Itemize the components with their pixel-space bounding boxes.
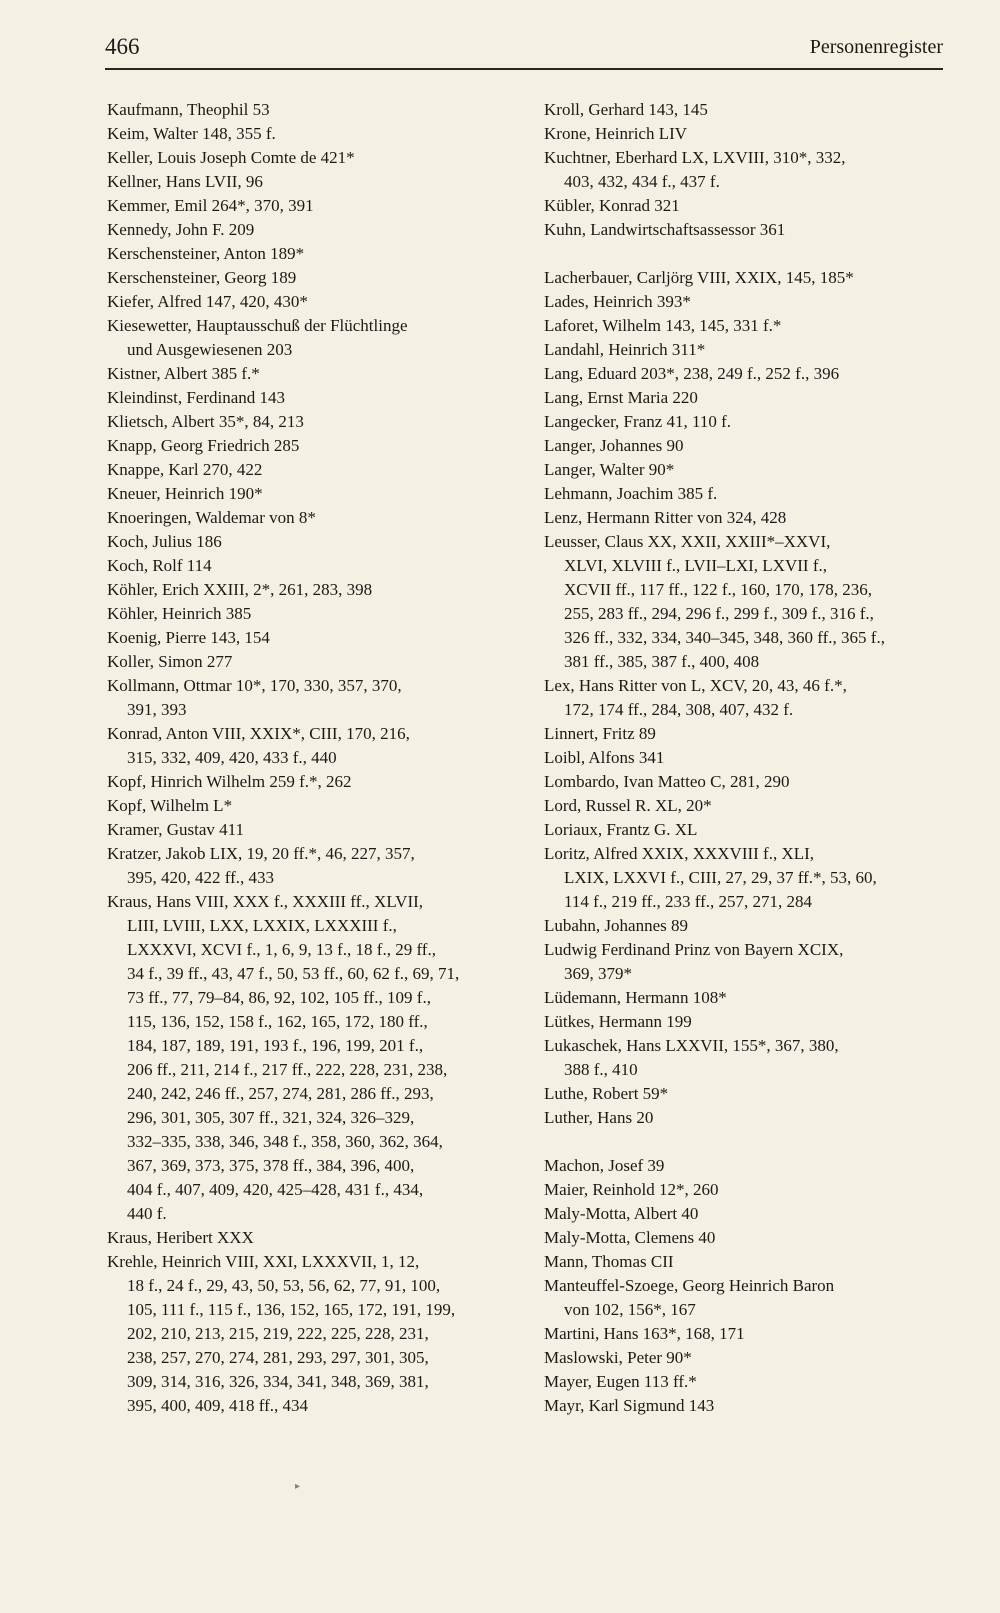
- index-entry: [544, 1154, 949, 1178]
- index-entry-continuation: 315, 332, 409, 420, 433 f., 440: [127, 748, 337, 767]
- index-entry: [107, 650, 507, 674]
- index-entry-line: Klietsch, Albert 35*, 84, 213: [107, 412, 304, 431]
- index-entry: [544, 410, 949, 434]
- index-entry-line: Kuchtner, Eberhard LX, LXVIII, 310*, 332,: [544, 148, 846, 167]
- index-entry-line: Laforet, Wilhelm 143, 145, 331 f.*: [544, 316, 782, 335]
- index-entry-line: Keller, Louis Joseph Comte de 421*: [107, 148, 355, 167]
- index-entry: [107, 122, 507, 146]
- index-entry-continuation: 440 f.: [127, 1204, 167, 1223]
- index-entry: [107, 434, 507, 458]
- index-entry: [544, 1082, 949, 1106]
- index-entry-continuation: 296, 301, 305, 307 ff., 321, 324, 326–329,: [127, 1108, 415, 1127]
- index-entry-line: Lang, Eduard 203*, 238, 249 f., 252 f., 396: [544, 364, 840, 383]
- index-entry-line: Lacherbauer, Carljörg VIII, XXIX, 145, 185*: [544, 268, 854, 287]
- index-entry-line: Luther, Hans 20: [544, 1108, 654, 1127]
- index-entry-continuation: 395, 400, 409, 418 ff., 434: [127, 1396, 309, 1415]
- index-entry: [544, 722, 949, 746]
- index-entry: [107, 818, 507, 842]
- index-entry: [544, 386, 949, 410]
- index-entry: [544, 1034, 949, 1082]
- index-entry-continuation: XCVII ff., 117 ff., 122 f., 160, 170, 178, 236,: [564, 580, 873, 599]
- index-entry-line: Langer, Johannes 90: [544, 436, 684, 455]
- index-entry-line: Luthe, Robert 59*: [544, 1084, 669, 1103]
- index-entry: [544, 458, 949, 482]
- index-entry-continuation: 105, 111 f., 115 f., 136, 152, 165, 172, 191, 199,: [127, 1300, 456, 1319]
- index-entry-line: Koenig, Pierre 143, 154: [107, 628, 270, 647]
- index-entry-continuation: 326 ff., 332, 334, 340–345, 348, 360 ff., 365 f.,: [564, 628, 885, 647]
- index-entry-line: Landahl, Heinrich 311*: [544, 340, 706, 359]
- index-entry-line: Kramer, Gustav 411: [107, 820, 245, 839]
- index-column-left: [107, 98, 507, 1418]
- index-entry: [544, 770, 949, 794]
- index-entry-line: Maly-Motta, Albert 40: [544, 1204, 699, 1223]
- index-entry-continuation: LXIX, LXXVI f., CIII, 27, 29, 37 ff.*, 53, 60,: [564, 868, 877, 887]
- index-entry-line: Loriaux, Frantz G. XL: [544, 820, 698, 839]
- index-entry-line: Machon, Josef 39: [544, 1156, 665, 1175]
- index-entry-line: Langer, Walter 90*: [544, 460, 675, 479]
- index-entry-line: Kleindinst, Ferdinand 143: [107, 388, 286, 407]
- running-title: Personenregister: [809, 36, 943, 58]
- print-mark: ▸: [295, 1481, 301, 1492]
- index-entry-line: Loibl, Alfons 341: [544, 748, 665, 767]
- index-entry-line: Kneuer, Heinrich 190*: [107, 484, 263, 503]
- index-entry-continuation: 184, 187, 189, 191, 193 f., 196, 199, 201 f.,: [127, 1036, 424, 1055]
- index-entry-line: Kopf, Hinrich Wilhelm 259 f.*, 262: [107, 772, 352, 791]
- index-entry-line: Maslowski, Peter 90*: [544, 1348, 692, 1367]
- letter-section-gap: [544, 1130, 949, 1154]
- index-entry: [544, 794, 949, 818]
- index-entry: [107, 890, 507, 1226]
- index-entry-line: Kaufmann, Theophil 53: [107, 100, 270, 119]
- index-entry-line: Kopf, Wilhelm L*: [107, 796, 233, 815]
- index-entry-line: Kraus, Heribert XXX: [107, 1228, 254, 1247]
- index-entry-continuation: LXXXVI, XCVI f., 1, 6, 9, 13 f., 18 f., 29 ff.,: [127, 940, 436, 959]
- index-entry: [544, 122, 949, 146]
- index-entry-continuation: 381 ff., 385, 387 f., 400, 408: [564, 652, 760, 671]
- index-entry: [544, 1226, 949, 1250]
- index-entry-continuation: 255, 283 ff., 294, 296 f., 299 f., 309 f., 316 f.,: [564, 604, 874, 623]
- index-entry: [107, 458, 507, 482]
- index-entry: [107, 1250, 507, 1418]
- index-entry-line: Knappe, Karl 270, 422: [107, 460, 263, 479]
- index-entry: [544, 314, 949, 338]
- index-entry-line: Koller, Simon 277: [107, 652, 233, 671]
- index-entry: [544, 218, 949, 242]
- index-entry: [107, 578, 507, 602]
- index-entry: [544, 1250, 949, 1274]
- index-entry-continuation: 369, 379*: [564, 964, 632, 983]
- index-entry-line: Mayer, Eugen 113 ff.*: [544, 1372, 697, 1391]
- index-entry: [544, 194, 949, 218]
- index-entry-line: Kerschensteiner, Anton 189*: [107, 244, 305, 263]
- index-entry: [544, 362, 949, 386]
- index-entry-continuation: 332–335, 338, 346, 348 f., 358, 360, 362, 364,: [127, 1132, 443, 1151]
- index-entry: [544, 338, 949, 362]
- index-entry-line: Knoeringen, Waldemar von 8*: [107, 508, 316, 527]
- index-entry: [544, 482, 949, 506]
- index-entry-line: Kuhn, Landwirtschaftsassessor 361: [544, 220, 786, 239]
- index-entry-line: Kiefer, Alfred 147, 420, 430*: [107, 292, 308, 311]
- index-entry: [107, 194, 507, 218]
- index-entry: [544, 266, 949, 290]
- index-entry-continuation: 395, 420, 422 ff., 433: [127, 868, 275, 887]
- index-entry: [107, 506, 507, 530]
- index-entry: [107, 314, 507, 362]
- index-entry-continuation: und Ausgewiesenen 203: [127, 340, 293, 359]
- index-entry-continuation: 367, 369, 373, 375, 378 ff., 384, 396, 400,: [127, 1156, 415, 1175]
- index-entry-line: Konrad, Anton VIII, XXIX*, CIII, 170, 216,: [107, 724, 410, 743]
- index-entry-continuation: 202, 210, 213, 215, 219, 222, 225, 228, 231,: [127, 1324, 429, 1343]
- index-entry-line: Lukaschek, Hans LXXVII, 155*, 367, 380,: [544, 1036, 839, 1055]
- index-entry-line: Maly-Motta, Clemens 40: [544, 1228, 716, 1247]
- index-entry-line: Lang, Ernst Maria 220: [544, 388, 698, 407]
- index-entry-line: Mayr, Karl Sigmund 143: [544, 1396, 715, 1415]
- index-entry: [107, 554, 507, 578]
- index-entry: [544, 1322, 949, 1346]
- index-entry-continuation: von 102, 156*, 167: [564, 1300, 696, 1319]
- index-entry: [544, 434, 949, 458]
- index-entry: [107, 218, 507, 242]
- index-entry-line: Kellner, Hans LVII, 96: [107, 172, 263, 191]
- index-entry-line: Loritz, Alfred XXIX, XXXVIII f., XLI,: [544, 844, 815, 863]
- index-entry: [544, 1346, 949, 1370]
- index-entry: [544, 98, 949, 122]
- index-entry: [107, 146, 507, 170]
- index-entry-line: Kroll, Gerhard 143, 145: [544, 100, 708, 119]
- index-entry-continuation: 404 f., 407, 409, 420, 425–428, 431 f., 434,: [127, 1180, 424, 1199]
- index-entry-continuation: XLVI, XLVIII f., LVII–LXI, LXVII f.,: [564, 556, 827, 575]
- index-entry-line: Kraus, Hans VIII, XXX f., XXXIII ff., XLVII,: [107, 892, 424, 911]
- index-entry-line: Knapp, Georg Friedrich 285: [107, 436, 300, 455]
- index-entry: [544, 290, 949, 314]
- index-entry: [107, 626, 507, 650]
- index-entry-line: Kistner, Albert 385 f.*: [107, 364, 260, 383]
- index-entry: [544, 914, 949, 938]
- index-entry-line: Koch, Rolf 114: [107, 556, 212, 575]
- index-entry-line: Kratzer, Jakob LIX, 19, 20 ff.*, 46, 227, 357,: [107, 844, 415, 863]
- index-entry: [107, 170, 507, 194]
- index-entry-line: Kemmer, Emil 264*, 370, 391: [107, 196, 314, 215]
- page-number: 466: [105, 34, 140, 59]
- index-entry: [107, 266, 507, 290]
- index-entry-line: Lord, Russel R. XL, 20*: [544, 796, 712, 815]
- index-entry: [107, 242, 507, 266]
- index-entry: [107, 1226, 507, 1250]
- index-entry: [107, 602, 507, 626]
- index-entry-continuation: 238, 257, 270, 274, 281, 293, 297, 301, 305,: [127, 1348, 429, 1367]
- index-entry-continuation: 172, 174 ff., 284, 308, 407, 432 f.: [564, 700, 794, 719]
- index-entry: [107, 386, 507, 410]
- index-entry: [107, 674, 507, 722]
- index-column-right: [544, 98, 949, 1418]
- index-entry-line: Köhler, Heinrich 385: [107, 604, 252, 623]
- index-entry-continuation: 206 ff., 211, 214 f., 217 ff., 222, 228, 231, 238,: [127, 1060, 448, 1079]
- index-entry: [544, 1202, 949, 1226]
- index-entry-line: Lades, Heinrich 393*: [544, 292, 691, 311]
- index-entry: [107, 794, 507, 818]
- index-entry: [544, 1394, 949, 1418]
- index-entry-continuation: 34 f., 39 ff., 43, 47 f., 50, 53 ff., 60, 62 f., 69, 71,: [127, 964, 460, 983]
- index-entry: [544, 842, 949, 914]
- index-entry-line: Köhler, Erich XXIII, 2*, 261, 283, 398: [107, 580, 373, 599]
- index-entry-line: Lex, Hans Ritter von L, XCV, 20, 43, 46 f.*,: [544, 676, 847, 695]
- index-entry-line: Maier, Reinhold 12*, 260: [544, 1180, 719, 1199]
- index-entry: [107, 530, 507, 554]
- index-entry-line: Krone, Heinrich LIV: [544, 124, 688, 143]
- index-entry-continuation: 115, 136, 152, 158 f., 162, 165, 172, 180 ff.,: [127, 1012, 428, 1031]
- index-entry-line: Kübler, Konrad 321: [544, 196, 680, 215]
- index-entry: [107, 482, 507, 506]
- index-entry-line: Krehle, Heinrich VIII, XXI, LXXXVII, 1, 12,: [107, 1252, 420, 1271]
- index-entry-continuation: 388 f., 410: [564, 1060, 638, 1079]
- index-entry-line: Koch, Julius 186: [107, 532, 222, 551]
- index-entry: [544, 986, 949, 1010]
- index-entry-line: Kennedy, John F. 209: [107, 220, 255, 239]
- index-entry-line: Leusser, Claus XX, XXII, XXIII*–XXVI,: [544, 532, 831, 551]
- index-entry: [544, 746, 949, 770]
- index-entry-line: Langecker, Franz 41, 110 f.: [544, 412, 732, 431]
- index-entry-line: Lombardo, Ivan Matteo C, 281, 290: [544, 772, 790, 791]
- index-entry: [544, 1274, 949, 1322]
- index-entry-line: Linnert, Fritz 89: [544, 724, 656, 743]
- index-entry: [107, 770, 507, 794]
- index-entry: [544, 1370, 949, 1394]
- index-entry: [544, 146, 949, 194]
- index-entry-line: Keim, Walter 148, 355 f.: [107, 124, 276, 143]
- index-entry: [544, 674, 949, 722]
- index-entry: [544, 1106, 949, 1130]
- index-entry-continuation: 18 f., 24 f., 29, 43, 50, 53, 56, 62, 77, 91, 100,: [127, 1276, 441, 1295]
- index-entry: [107, 362, 507, 386]
- index-entry-line: Mann, Thomas CII: [544, 1252, 674, 1271]
- index-entry: [544, 938, 949, 986]
- index-entry-line: Ludwig Ferdinand Prinz von Bayern XCIX,: [544, 940, 844, 959]
- index-entry: [544, 1178, 949, 1202]
- letter-section-gap: [544, 242, 949, 266]
- index-entry-line: Manteuffel-Szoege, Georg Heinrich Baron: [544, 1276, 835, 1295]
- index-entry-continuation: 240, 242, 246 ff., 257, 274, 281, 286 ff., 293,: [127, 1084, 434, 1103]
- index-entry-line: Lubahn, Johannes 89: [544, 916, 689, 935]
- index-entry: [544, 506, 949, 530]
- index-entry-line: Kiesewetter, Hauptausschuß der Flüchtlinge: [107, 316, 408, 335]
- index-entry-line: Lenz, Hermann Ritter von 324, 428: [544, 508, 787, 527]
- index-entry: [107, 842, 507, 890]
- index-entry: [544, 1010, 949, 1034]
- index-entry: [544, 530, 949, 674]
- index-entry-line: Lehmann, Joachim 385 f.: [544, 484, 718, 503]
- index-entry-continuation: 403, 432, 434 f., 437 f.: [564, 172, 720, 191]
- index-entry: [107, 98, 507, 122]
- index-entry-continuation: 391, 393: [127, 700, 187, 719]
- index-entry-continuation: 73 ff., 77, 79–84, 86, 92, 102, 105 ff., 109 f.,: [127, 988, 431, 1007]
- index-entry-line: Kerschensteiner, Georg 189: [107, 268, 297, 287]
- index-entry-continuation: 309, 314, 316, 326, 334, 341, 348, 369, 381,: [127, 1372, 429, 1391]
- index-entry-continuation: LIII, LVIII, LXX, LXXIX, LXXXIII f.,: [127, 916, 397, 935]
- index-entry-line: Martini, Hans 163*, 168, 171: [544, 1324, 745, 1343]
- index-entry: [544, 818, 949, 842]
- index-entry: [107, 290, 507, 314]
- index-entry: [107, 722, 507, 770]
- index-entry: [107, 410, 507, 434]
- index-entry-line: Kollmann, Ottmar 10*, 170, 330, 357, 370,: [107, 676, 402, 695]
- page-header: [105, 32, 943, 70]
- index-entry-line: Lüdemann, Hermann 108*: [544, 988, 727, 1007]
- index-entry-line: Lütkes, Hermann 199: [544, 1012, 692, 1031]
- index-entry-continuation: 114 f., 219 ff., 233 ff., 257, 271, 284: [564, 892, 813, 911]
